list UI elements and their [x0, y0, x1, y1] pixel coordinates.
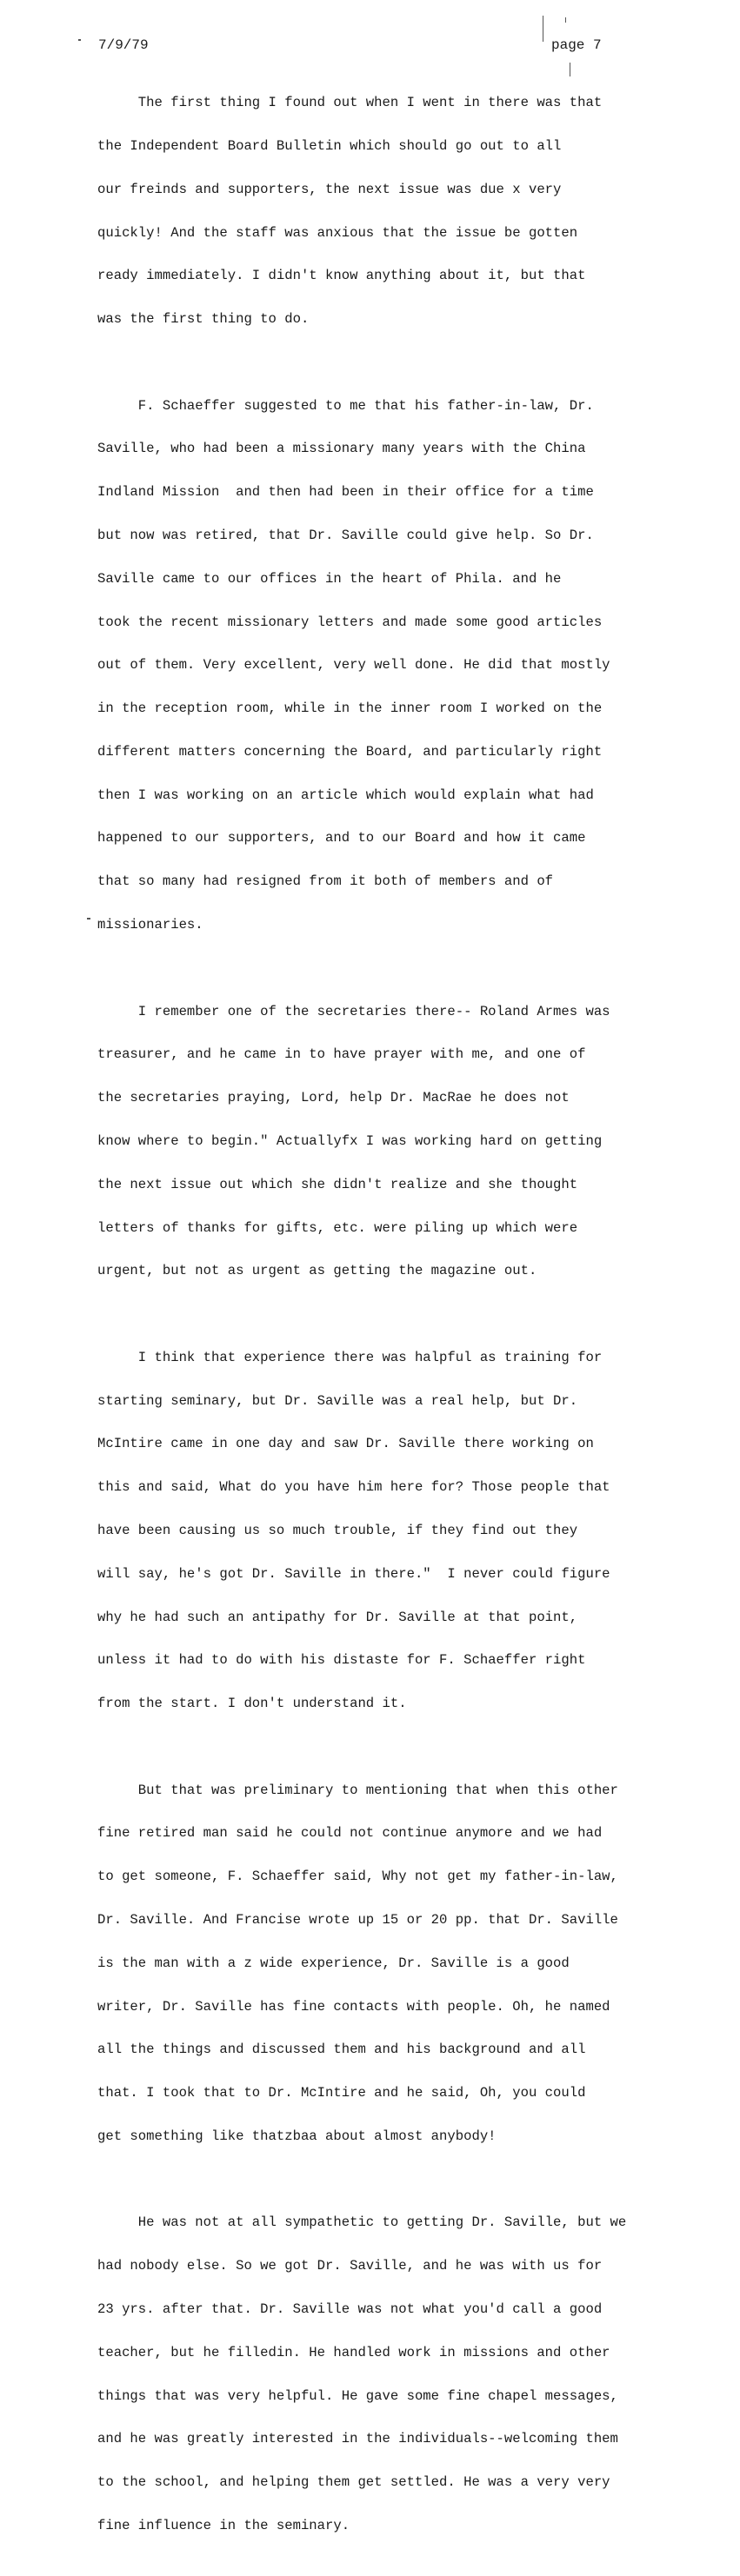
text-line: happened to our supporters, and to our Board and how it came — [97, 830, 586, 846]
text-line: the secretaries praying, Lord, help Dr. MacRae he does not — [97, 1090, 570, 1106]
text-line: to the school, and helping them get settled. He was a very very — [97, 2474, 610, 2491]
text-line: get something like thatzbaa about almost anybody! — [97, 2128, 497, 2144]
text-line: in the reception room, while in the inner room I worked on the — [97, 700, 603, 717]
text-line: is the man with a z wide experience, Dr. Saville is a good — [97, 1955, 570, 1971]
text-line: quickly! And the staff was anxious that the issue be gotten — [97, 224, 578, 241]
text-line: that. I took that to Dr. McIntire and he said, Oh, you could — [97, 2085, 586, 2101]
text-line: things that was very helpful. He gave some fine chapel messages, — [97, 2387, 618, 2404]
text-line: why he had such an antipathy for Dr. Saville at that point, — [97, 1609, 578, 1625]
paragraph — [97, 2187, 706, 2561]
text-line: Saville, who had been a missionary many years with the China — [97, 441, 586, 457]
text-line: that so many had resigned from it both of members and of — [97, 873, 554, 890]
text-line: will say, he's got Dr. Saville in there." I never could figure — [97, 1565, 610, 1582]
text-line: Dr. Saville. And Francise wrote up 15 or 20 pp. that Dr. Saville — [97, 1912, 618, 1928]
paragraph — [97, 1754, 706, 2172]
text-line: out of them. Very excellent, very well done. He did that mostly — [97, 657, 610, 674]
paragraph — [97, 1322, 706, 1740]
text-line: unless it had to do with his distaste for F. Schaeffer right — [97, 1652, 586, 1669]
paragraph — [97, 67, 706, 355]
text-line: He was not at all sympathetic to getting Dr. Saville, but we — [97, 2214, 627, 2231]
header-page-number: page 7 — [551, 37, 602, 53]
text-line: urgent, but not as urgent as getting the magazine out. — [97, 1263, 537, 1279]
text-line: I remember one of the secretaries there-- Roland Armes was — [97, 1003, 610, 1019]
text-line: know where to begin." Actuallyfx I was working hard on getting — [97, 1132, 603, 1149]
text-line: Indland Mission and then had been in their office for a time — [97, 484, 594, 501]
text-line: fine retired man said he could not continue anymore and we had — [97, 1825, 603, 1842]
text-line: treasurer, and he came in to have prayer with me, and one of — [97, 1046, 586, 1063]
text-line: starting seminary, but Dr. Saville was a real help, but Dr. — [97, 1392, 578, 1409]
text-line: and he was greatly interested in the individuals--welcoming them — [97, 2431, 618, 2447]
text-line: fine influence in the seminary. — [97, 2517, 350, 2533]
text-line: teacher, but he filledin. He handled work in missions and other — [97, 2344, 610, 2360]
text-line: took the recent missionary letters and made some good articles — [97, 614, 603, 630]
text-line: F. Schaeffer suggested to me that his father-in-law, Dr. — [97, 397, 594, 414]
paragraph — [97, 369, 706, 960]
text-line: letters of thanks for gifts, etc. were piling up which were — [97, 1219, 578, 1236]
text-line: McIntire came in one day and saw Dr. Saville there working on — [97, 1436, 594, 1452]
text-line: 23 yrs. after that. Dr. Saville was not what you'd call a good — [97, 2301, 603, 2318]
text-line: had nobody else. So we got Dr. Saville, and he was with us for — [97, 2258, 603, 2274]
stray-mark — [78, 39, 81, 41]
text-line: have been causing us so much trouble, if they find out they — [97, 1522, 578, 1538]
header-date: 7/9/79 — [98, 37, 149, 53]
text-line: our freinds and supporters, the next issue was due x very — [97, 181, 562, 197]
text-line: I think that experience there was halpful as training for — [97, 1349, 603, 1365]
text-line: writer, Dr. Saville has fine contacts with people. Oh, he named — [97, 1998, 610, 2015]
text-line: the next issue out which she didn't realize and she thought — [97, 1176, 578, 1192]
text-line: but now was retired, that Dr. Saville could give help. So Dr. — [97, 528, 594, 543]
text-line: then I was working on an article which would explain what had — [97, 787, 594, 803]
stray-mark — [87, 918, 90, 920]
text-line: all the things and discussed them and his background and all — [97, 2042, 586, 2058]
paragraph — [97, 975, 706, 1307]
text-line: Saville came to our offices in the heart of Phila. and he — [97, 570, 562, 587]
text-line: But that was preliminary to mentioning that when this other — [97, 1782, 618, 1798]
text-line: this and said, What do you have him here for? Those people that — [97, 1479, 610, 1496]
text-line: missionaries. — [97, 917, 203, 933]
text-line: The first thing I found out when I went in there was that — [97, 95, 603, 111]
text-line: was the first thing to do. — [97, 311, 310, 328]
text-line: from the start. I don't understand it. — [97, 1696, 407, 1712]
stray-mark — [565, 17, 566, 23]
text-line: to get someone, F. Schaeffer said, Why not get my father-in-law, — [97, 1869, 618, 1885]
text-line: the Independent Board Bulletin which should go out to all — [97, 137, 562, 154]
text-line: different matters concerning the Board, and particularly right — [97, 743, 603, 760]
body-text — [97, 67, 706, 2576]
text-line: ready immediately. I didn't know anything about it, but that — [97, 268, 586, 284]
